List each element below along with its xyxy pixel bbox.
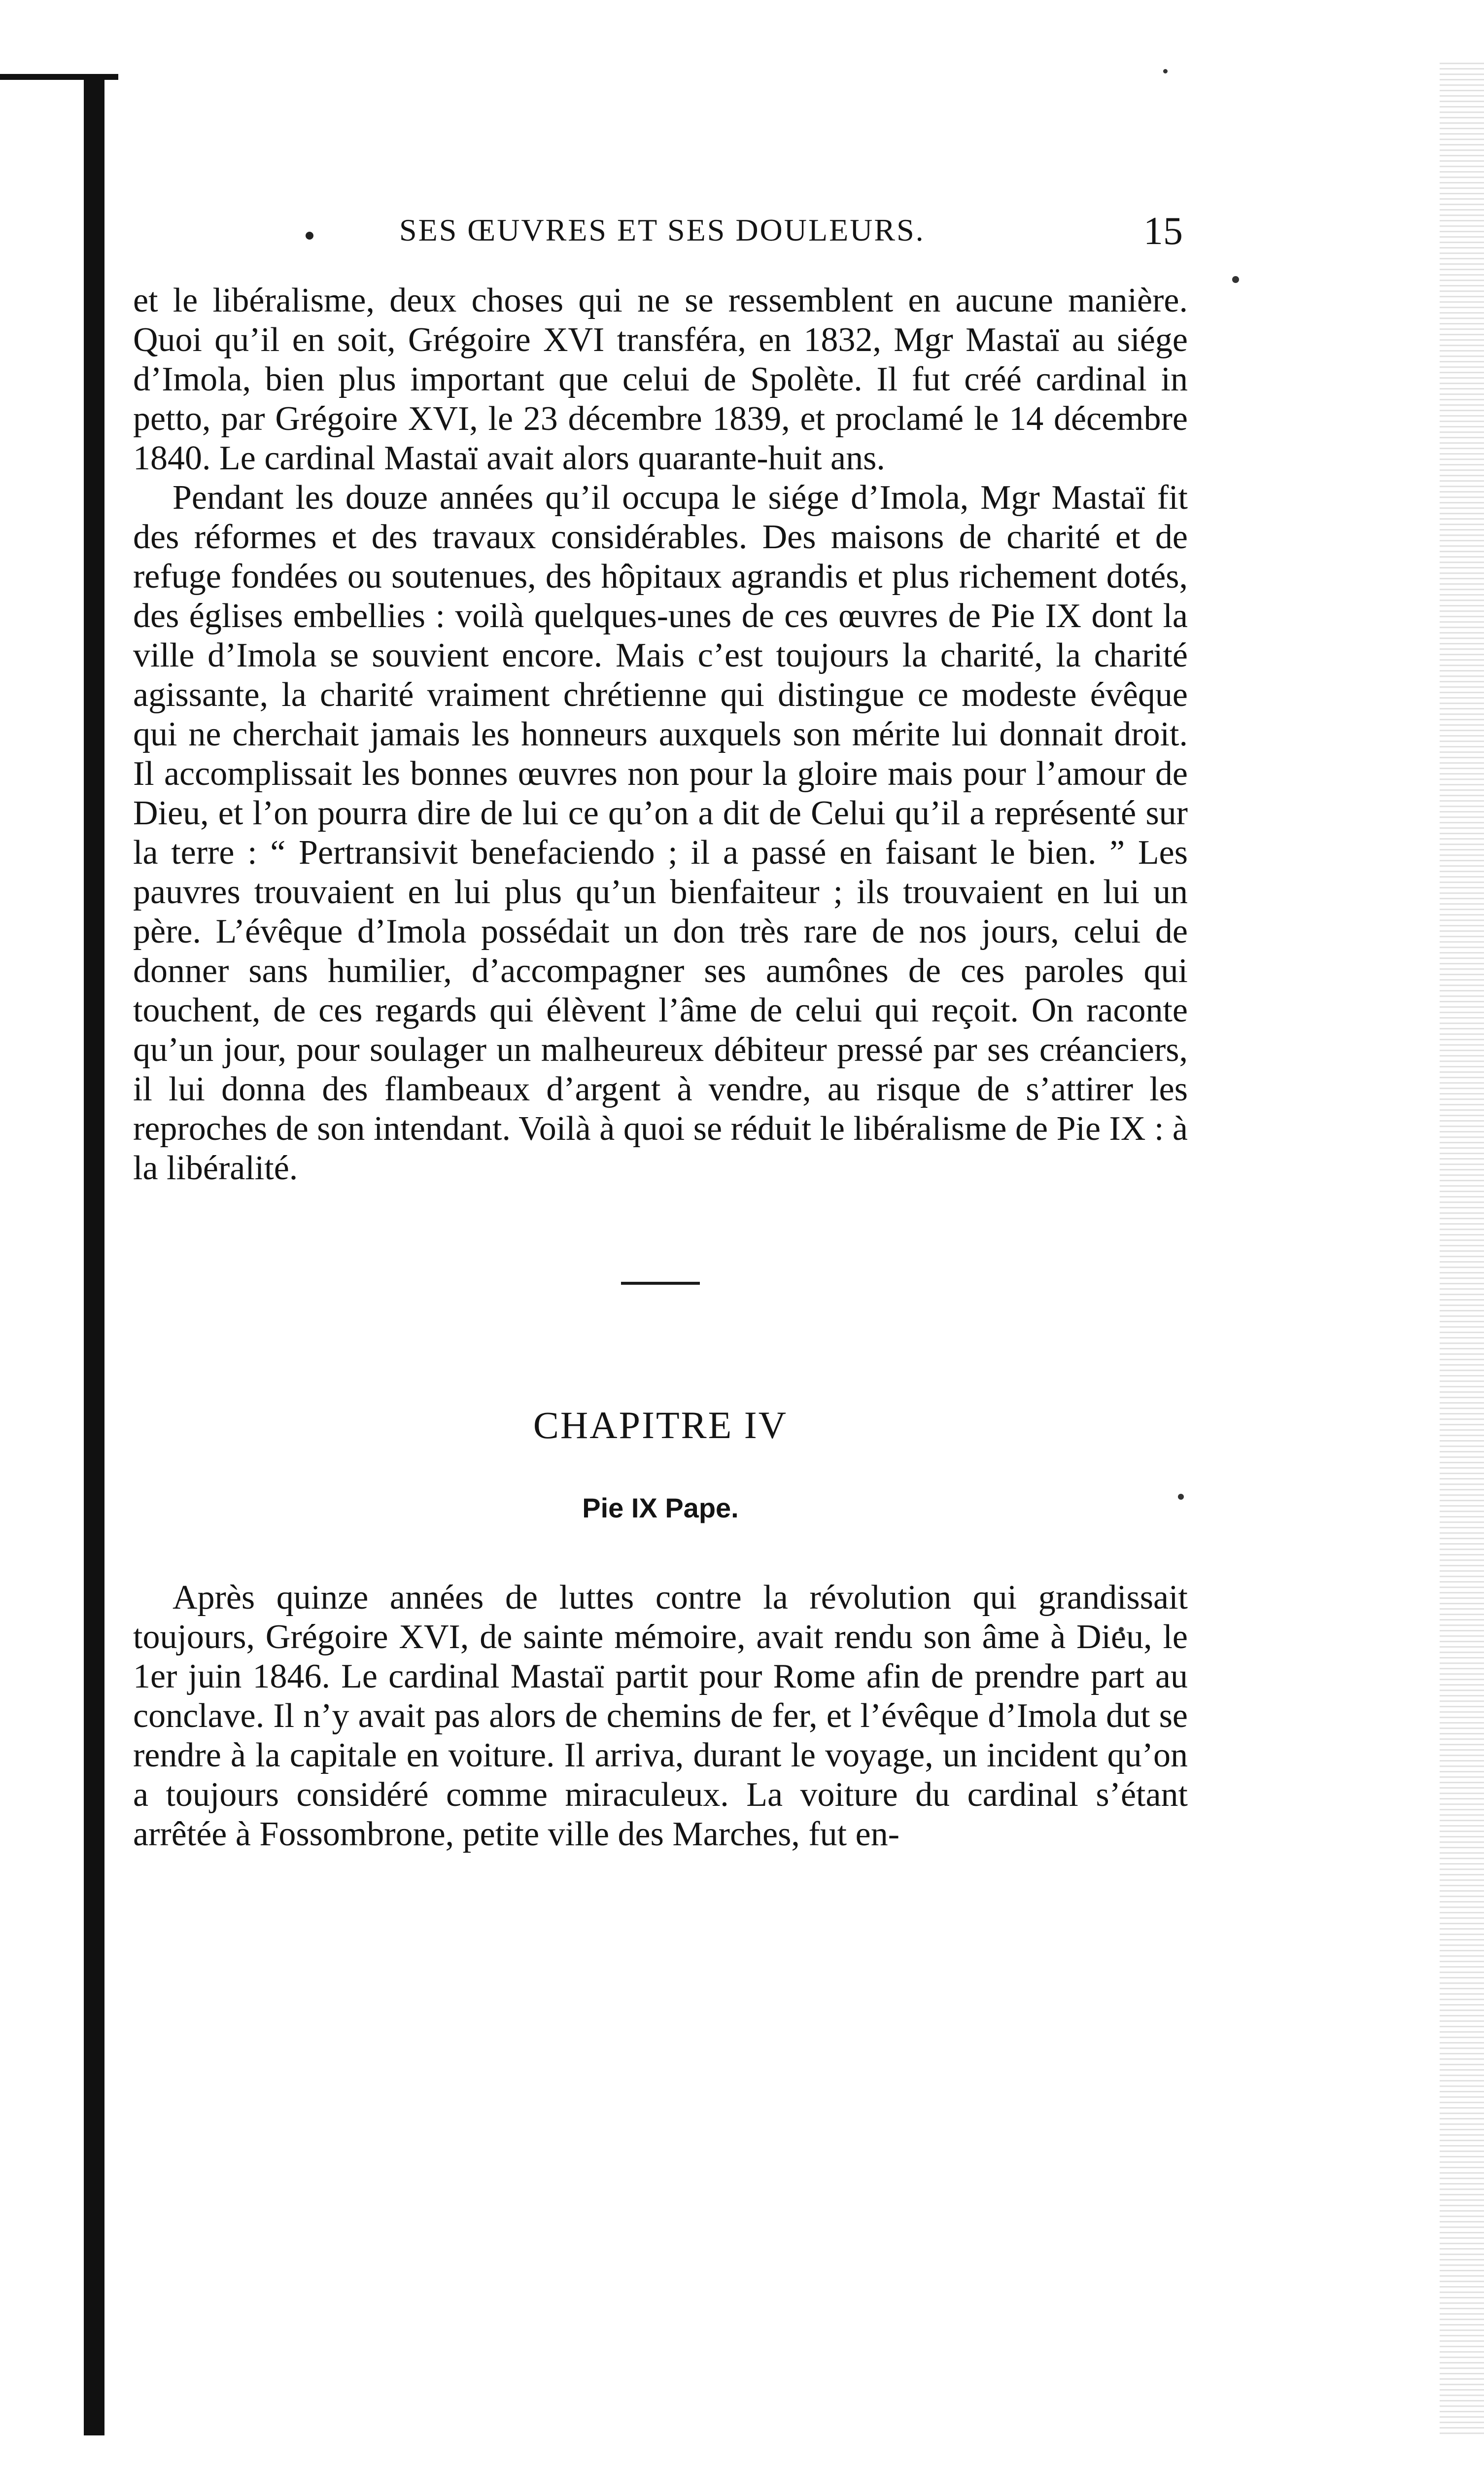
page-edge-scan-noise [1440, 59, 1484, 2435]
scan-speck [1232, 276, 1239, 283]
running-title: SES ŒUVRES ET SES DOULEURS. [399, 212, 925, 247]
section-rule [621, 1282, 700, 1285]
running-head [133, 212, 1188, 271]
bullet-mark [306, 232, 313, 240]
chapter-subtitle: Pie IX Pape. [582, 1492, 739, 1523]
chapter-heading: CHAPITRE IV [533, 1404, 788, 1446]
paragraph: Pendant les douze années qu’il occupa le siége d’Imola, Mgr Mastaï fit des réformes et des travaux considérables. Des maisons de charité et de refuge fondées ou soutenues, des hôpitaux agrandis et plus richement dotés, des églises embellies : voilà quelques-unes de ces œuvres de Pie IX dont la ville d’Imola se souvient encore. Mais c’est toujours la charité, la charité agissante, la charité vraiment chrétienne qui distingue ce modeste évêque qui ne cherchait jamais les honneurs auxquels son mérite lui donnait droit. Il accomplissait les bonnes œuvres non pour la gloire mais pour l’amour de Dieu, et l’on pourra dire de lui ce qu’on a dit de Celui qu’il a représenté sur la terre : “ Pertransivit benefaciendo ; il a passé en faisant le bien. ” Les pauvres trouvaient en lui plus qu’un bienfaiteur ; ils trouvaient en lui un père. L’évêque d’Imola possédait un don très rare de nos jours, celui de donner sans humilier, d’accompagner ses aumônes de ces paroles qui touchent, de ces regards qui élèvent l’âme de celui qui reçoit. On raconte qu’un jour, pour soulager un malheureux débiteur pressé par ses créanciers, il lui donna des flambeaux d’argent à vendre, au risque de s’attirer les reproches de son intendant. Voilà à quoi se réduit le libéralisme de Pie IX : à la libéralité. [133, 479, 1188, 1187]
paragraph: Après quinze années de luttes contre la révolution qui grandissait toujours, Grégoire XVI, de sainte mémoire, avait rendu son âme à Dieu, le 1er juin 1846. Le cardinal Mastaï partit pour Rome afin de prendre part au conclave. Il n’y avait pas alors de chemins de fer, et l’évêque d’Imola dut se rendre à la capitale en voiture. Il arriva, durant le voyage, un incident qu’on a toujours considéré comme miraculeux. La voiture du cardinal s’étant arrêtée à Fossombrone, petite ville des Marches, fut en- [133, 1579, 1188, 1853]
paragraph: et le libéralisme, deux choses qui ne se ressemblent en aucune manière. Quoi qu’il en soit, Grégoire XVI transféra, en 1832, Mgr Mastaï au siége d’Imola, bien plus important que celui de Spolète. Il fut créé cardinal in petto, par Grégoire XVI, le 23 décembre 1839, et proclamé le 14 décembre 1840. Le cardinal Mastaï avait alors quarante-huit ans. [133, 282, 1188, 477]
scan-speck [1163, 69, 1168, 73]
book-page [133, 212, 1188, 1854]
body-text [133, 281, 1188, 1188]
chapter-text [133, 1578, 1188, 1854]
binding-edge [84, 74, 104, 2435]
page-number: 15 [1143, 210, 1183, 253]
